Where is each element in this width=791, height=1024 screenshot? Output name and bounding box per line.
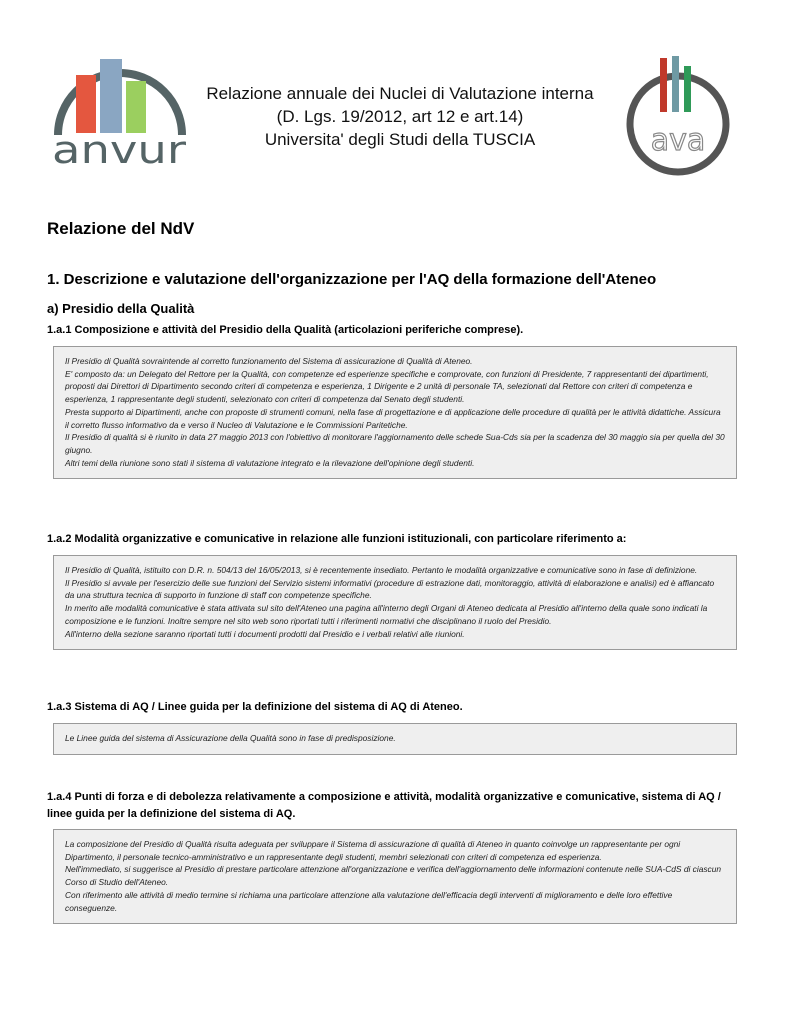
anvur-bar-blue [100,59,122,133]
answer-paragraph: E' composto da: un Delegato del Rettore per la Qualità, con competenze ed esperienze specifiche e comprovate, con funzioni di Presidente, 7 rappresentanti dei dipartimenti, proposti dai Direttori di Dipartimento secondo criteri di competenza e esperienza, 1 Dirigente e 2 unità di personale TA, selezionati dal Rettore con criteri di competenza e esperienza, 1 rappresentante degli studenti, selezionato con criteri di competenza dal Senato degli studenti. [65,368,709,405]
answer-box [53,723,737,755]
answer-box [53,346,737,479]
report-title-line: Relazione annuale dei Nuclei di Valutazione interna [206,84,594,103]
ava-logo-text: ava [650,123,706,158]
answer-paragraph: Presta supporto ai Dipartimenti, anche con proposte di strumenti comuni, nella fase di progettazione e di applicazione delle procedure di qualità per le attività didattiche. Assicura il corretto flusso informativo da e verso il Nucleo di Valutazione e le Commissioni Paritetiche. [65,406,721,430]
anvur-logo [50,55,190,170]
report-title [180,82,620,151]
ava-bar-red [660,58,667,112]
answer-paragraph: Le Linee guida del sistema di Assicurazione della Qualità sono in fase di predisposizione. [65,733,396,743]
answer-box [53,555,737,650]
anvur-logo-text: anvur [52,128,187,170]
question-heading: 1.a.1 Composizione e attività del Presidio della Qualità (articolazioni periferiche comprese). [47,324,524,336]
document-title: Relazione del NdV [47,219,195,238]
answer-paragraph: All'interno della sezione saranno riportati tutti i documenti prodotti dal Presidio e i verbali relativi alle riunioni. [65,628,465,639]
subsection-title: a) Presidio della Qualità [47,301,195,316]
question-heading: 1.a.2 Modalità organizzative e comunicative in relazione alle funzioni istituzionali, con particolare riferimento a: [47,533,627,545]
answer-paragraph: Il Presidio si avvale per l'esercizio delle sue funzioni del Servizio sistemi informativi (procedure di estrazione dati, monitoraggio, attività di elaborazione e analisi) ed è affiancato da una struttura tecnica di supporto in funzione di staff con competenze specifiche. [65,577,715,601]
ava-bar-teal [672,56,679,112]
report-header [0,0,791,200]
report-title-line: Universita' degli Studi della TUSCIA [264,130,536,149]
answer-paragraph: La composizione del Presidio di Qualità risulta adeguata per sviluppare il Sistema di assicurazione di qualità di Ateneo in quanto coinvolge un rappresentante per ogni Dipartimento, il personale tecnico-amministrativo e un rappresentante degli studenti, membri selezionati con criteri di competenza ed esperienza. [65,839,681,862]
report-title-line: (D. Lgs. 19/2012, art 12 e art.14) [276,107,524,126]
answer-paragraph: Il Presidio di qualità si è riunito in data 27 maggio 2013 con l'obiettivo di monitorare l'aggiornamento delle schede Sua-Cds sia per la scadenza del 30 maggio sia per quella del 30 giugno. [65,432,725,455]
answer-box [53,829,737,924]
anvur-bar-green [126,81,146,133]
answer-paragraph: Nell'immediato, si suggerisce al Presidio di prestare particolare attenzione all'organizzazione e verifica dell'aggiornamento delle informazioni contenute nelle SUA-CdS di ciascun Corso di Studio dell'Ateneo. [65,864,722,888]
question-heading: 1.a.3 Sistema di AQ / Linee guida per la definizione del sistema di AQ di Ateneo. [47,701,463,713]
anvur-bar-red [76,75,96,133]
answer-paragraph: Con riferimento alle attività di medio termine si richiama una particolare attenzione alla valutazione dell'efficacia degli interventi di miglioramento e delle loro effettive conseguenze. [65,889,673,913]
question-heading: 1.a.4 Punti di forza e di debolezza relativamente a composizione e attività, modalità organizzative e comunicative, sistema di AQ / linee guida per la definizione del sistema di AQ. [47,791,721,820]
answer-paragraph: Altri temi della riunione sono stati il sistema di valutazione integrato e la rilevazione dell'opinione degli studenti. [65,457,475,468]
answer-paragraph: Il Presidio di Qualità sovraintende al corretto funzionamento del Sistema di assicurazione di Qualità di Ateneo. [65,356,473,366]
ava-logo [622,52,734,180]
answer-paragraph: In merito alle modalità comunicative è stata attivata sul sito dell'Ateneo una pagina all'interno degli Organi di Ateneo dedicata al Presidio all'interno della quale sono indicati la composizione e le funzioni. Inoltre sempre nel sito web sono riportati tutti i riferimenti normativi che disciplinano il ruolo del Presidio. [65,603,708,626]
ava-bar-green [684,66,691,112]
answer-paragraph: Il Presidio di Qualità, istituito con D.R. n. 504/13 del 16/05/2013, si è recentemente insediato. Pertanto le modalità organizzative e comunicative sono in fase di definizione. [65,565,698,575]
section-title: 1. Descrizione e valutazione dell'organizzazione per l'AQ della formazione dell'Ateneo [47,271,657,288]
